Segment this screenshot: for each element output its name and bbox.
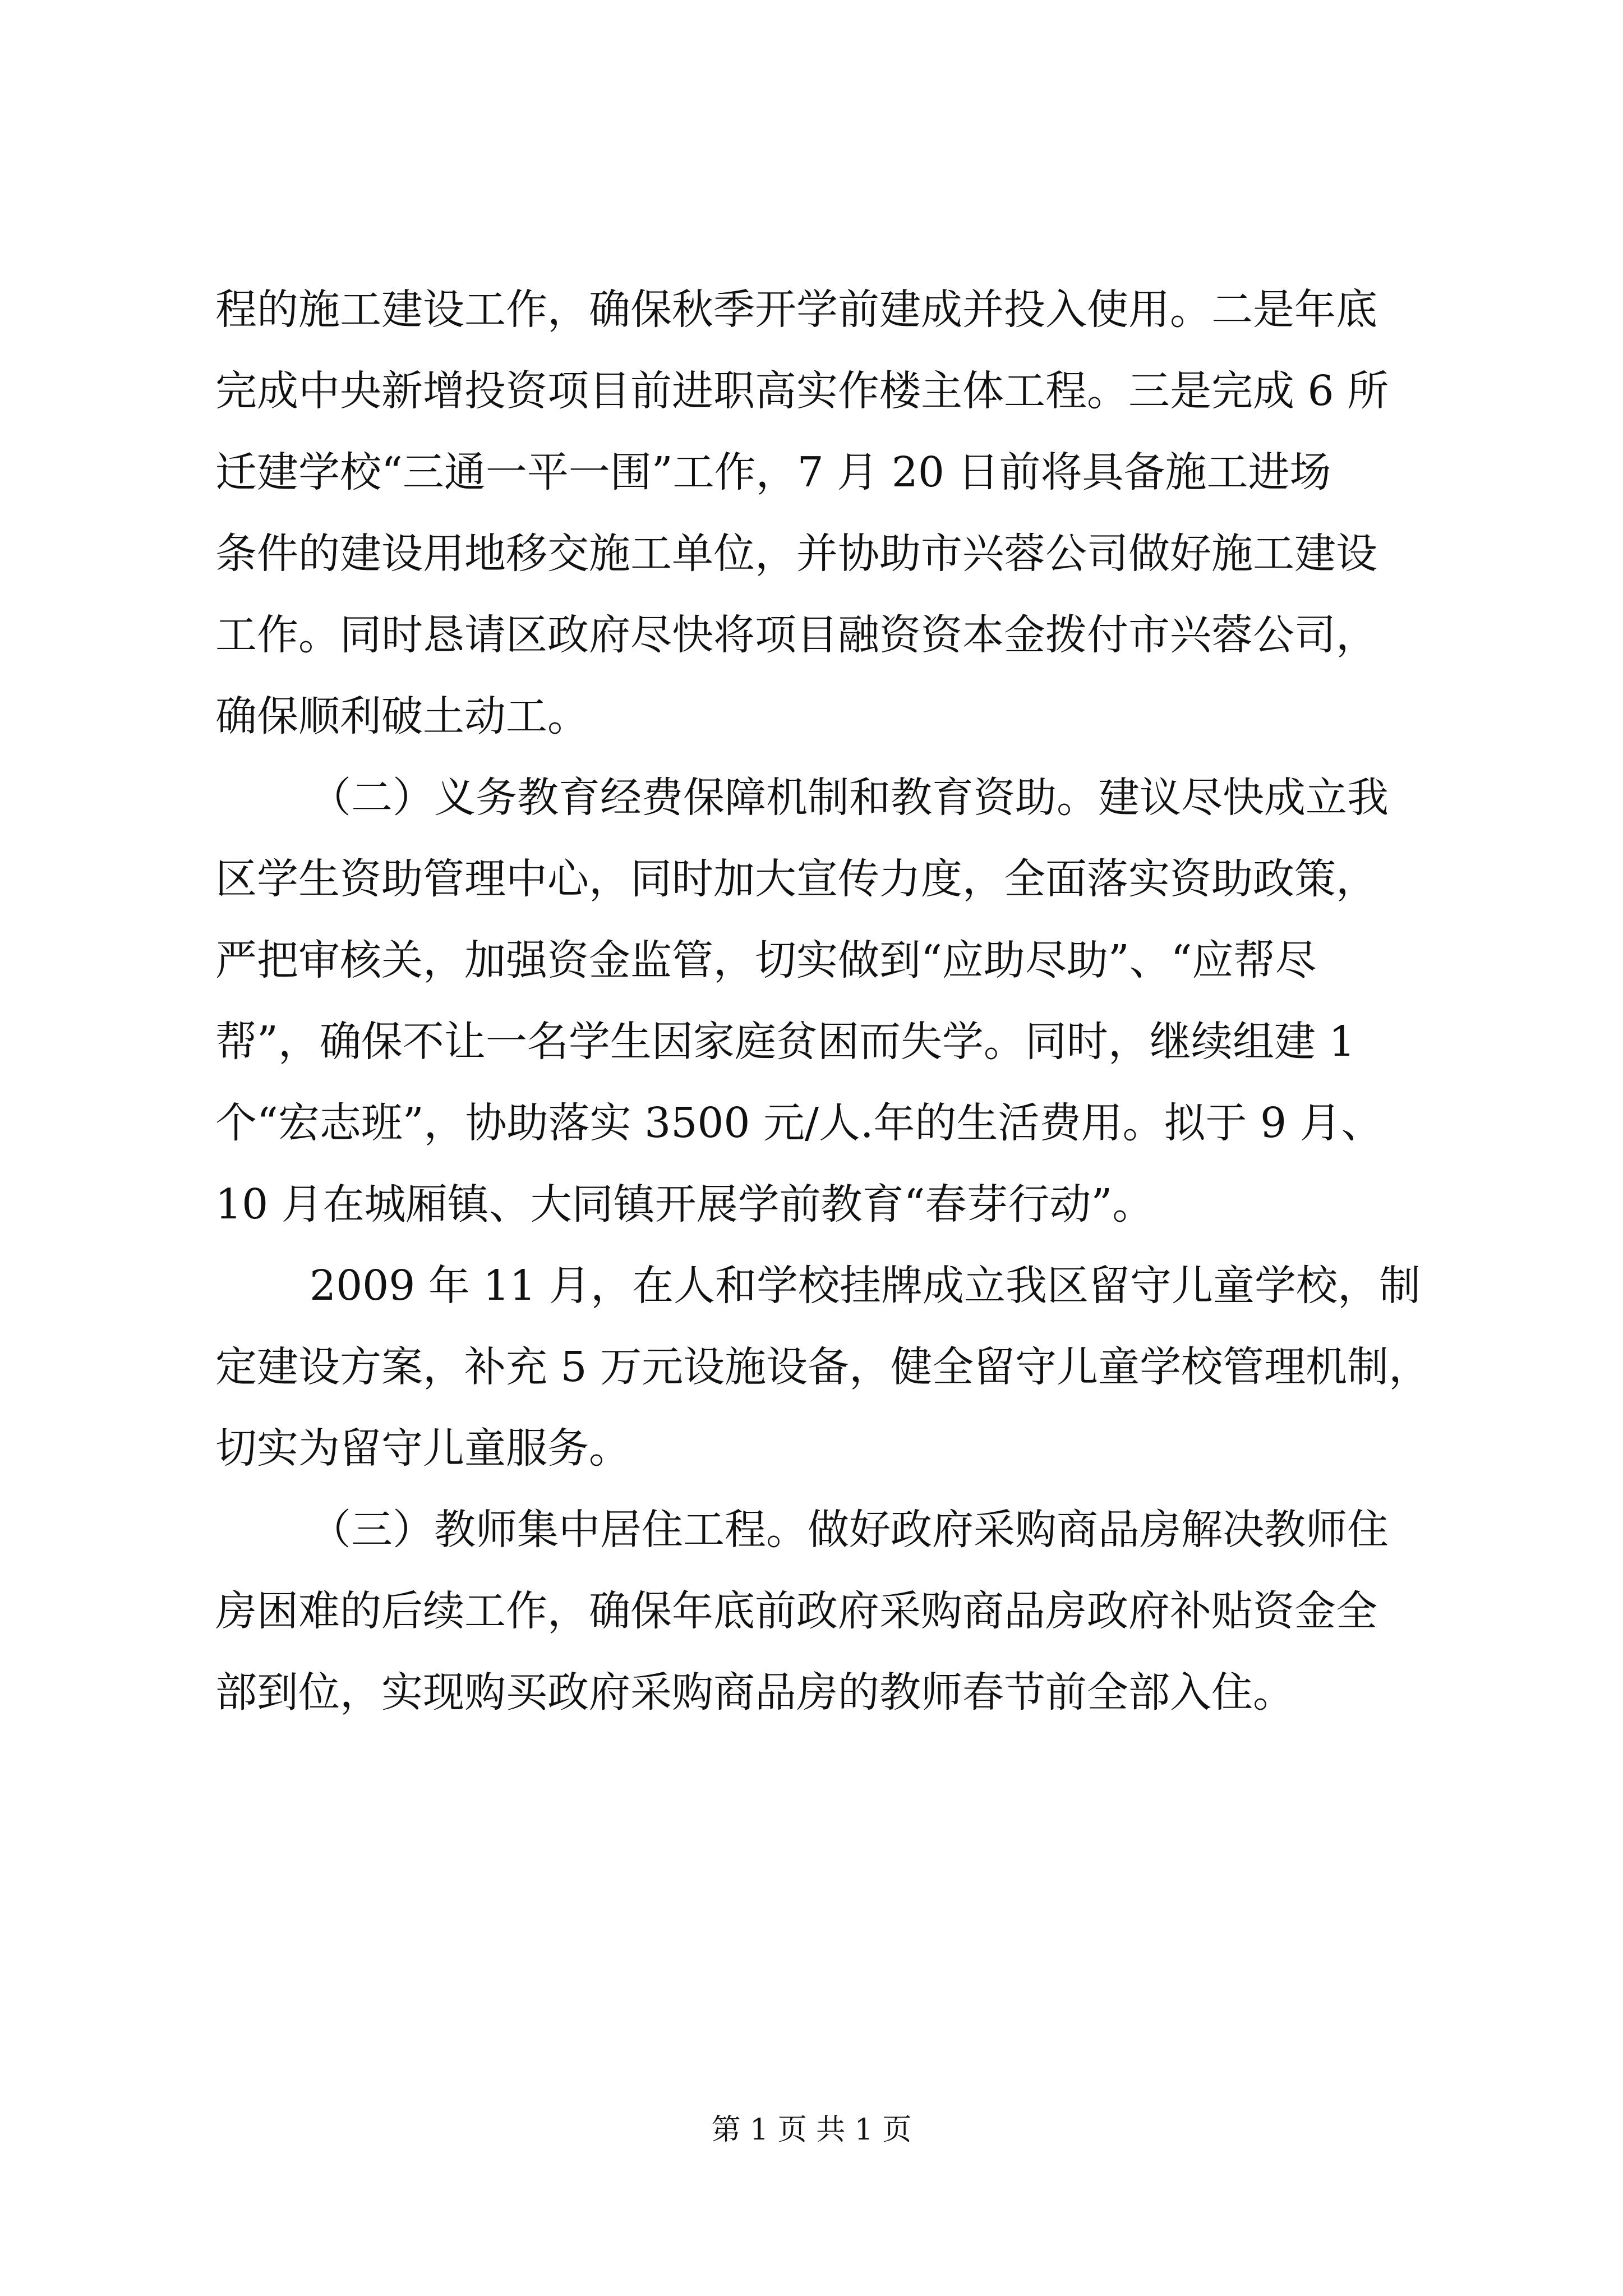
document-body (215, 269, 1431, 1733)
text-line: （三）教师集中居住工程。做好政府采购商品房解决教师住 (310, 1506, 1389, 1554)
page-number: 第 1 页 共 1 页 (711, 2113, 912, 2147)
text-line: 2009 年 11 月，在人和学校挂牌成立我区留守儿童学校，制 (310, 1262, 1421, 1310)
text-line: 条件的建设用地移交施工单位，并协助市兴蓉公司做好施工建设 (215, 530, 1377, 578)
text-line: 完成中央新增投资项目前进职高实作楼主体工程。三是完成 6 所 (215, 367, 1389, 415)
text-line: 个“宏志班”，协助落实 3500 元/人.年的生活费用。拟于 9 月、 (215, 1099, 1383, 1147)
text-line: 定建设方案，补充 5 万元设施设备，健全留守儿童学校管理机制， (215, 1343, 1431, 1391)
text-line: 10 月在城厢镇、大同镇开展学前教育“春芽行动”。 (215, 1180, 1154, 1228)
text-line: （二）义务教育经费保障机制和教育资助。建议尽快成立我 (310, 774, 1389, 822)
text-line: 严把审核关，加强资金监管，切实做到“应助尽助”、“应帮尽 (215, 936, 1317, 984)
text-line: 工作。同时恳请区政府尽快将项目融资资本金拨付市兴蓉公司， (215, 611, 1377, 659)
text-line: 部到位，实现购买政府采购商品房的教师春节前全部入住。 (215, 1668, 1294, 1717)
text-line: 帮”，确保不让一名学生因家庭贫困而失学。同时，继续组建 1 (215, 1018, 1355, 1066)
text-line: 程的施工建设工作，确保秋季开学前建成并投入使用。二是年底 (215, 286, 1377, 334)
text-line: 区学生资助管理中心，同时加大宣传力度，全面落实资助政策， (215, 855, 1377, 903)
page-footer (0, 2110, 1623, 2150)
text-line: 切实为留守儿童服务。 (215, 1424, 630, 1473)
text-line: 迁建学校“三通一平一围”工作，7 月 20 日前将具备施工进场 (215, 448, 1331, 496)
text-line: 房困难的后续工作，确保年底前政府采购商品房政府补贴资金全 (215, 1587, 1377, 1635)
text-line: 确保顺利破土动工。 (215, 692, 589, 740)
